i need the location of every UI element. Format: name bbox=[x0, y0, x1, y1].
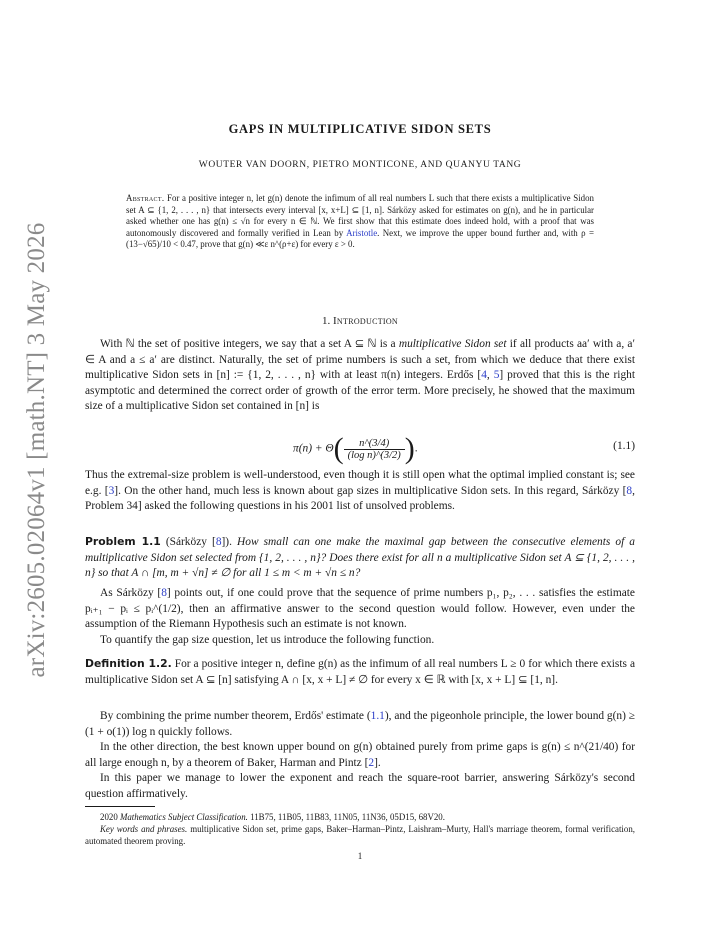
p2-text-2: ]. On the other hand, much less is known about gap sizes in multiplicative Sidon sets. In this regard, Sárközy [ bbox=[114, 484, 627, 497]
p3-text-2: ] points out, if one could prove that the sequence of prime numbers p₁, p₂, . . . satisfies the estimate pᵢ₊₁ − pᵢ ≤ pᵢ^(1/2), then an affirmative answer to the second question would follow. However, even under the assumption of the Riemann Hypothesis such an estimate is not known. bbox=[85, 587, 635, 630]
msc-footnote bbox=[85, 811, 635, 823]
paragraph-4: To quantify the gap size question, let us introduce the following function. bbox=[100, 633, 435, 646]
msc-label: Mathematics Subject Classification. bbox=[119, 812, 248, 822]
definition-label: Definition 1.2. bbox=[85, 657, 172, 670]
equation-denominator: (log n)^(3/2) bbox=[347, 449, 401, 461]
paper-authors: WOUTER VAN DOORN, PIETRO MONTICONE, AND QUANYU TANG bbox=[198, 160, 522, 170]
keywords-label: Key words and phrases. bbox=[100, 824, 188, 834]
definition-text: For a positive integer n, define g(n) as the infimum of all real numbers L ≥ 0 for which there exists a multiplicative Sidon set A ⊆ [n] satisfying A ∩ [x, x + L] ≠ ∅ for every x ∈ ℝ with [x, x + L] ⊆ [1, n]. bbox=[85, 658, 635, 686]
intro-text-3: ] proved that this is the right asymptotic and determined the correct order of growth of the error term. More precisely, he showed that the maximum size of a multiplicative Sidon set contained in [n] is bbox=[85, 369, 636, 412]
problem-1-1 bbox=[85, 534, 635, 582]
section-heading bbox=[0, 315, 720, 327]
equation-formula bbox=[293, 432, 418, 466]
equation-number: (1.1) bbox=[613, 440, 635, 452]
aristotle-link[interactable]: Aristotle bbox=[346, 227, 378, 238]
abstract bbox=[126, 193, 594, 251]
abstract-text-2: . Next, we improve the upper bound further and, with ρ = (13−√65)/10 < 0.47, prove that g(n) ≪ε n^(ρ+ε) for every ε > 0. bbox=[126, 227, 594, 250]
keywords-text: multiplicative Sidon set, prime gaps, Baker–Harman–Pintz, Laishram–Murty, Hall's marriage theorem, formal verification, automated theorem proving. bbox=[85, 824, 635, 846]
section-number: 1. bbox=[321, 315, 331, 327]
citation-link-8[interactable]: 8 bbox=[626, 484, 633, 497]
equation-open-paren: ( bbox=[333, 432, 344, 465]
equation-lhs: π(n) + Θ bbox=[293, 442, 334, 455]
intro-emphasis: multiplicative Sidon set bbox=[398, 338, 507, 350]
msc-prefix: 2020 bbox=[100, 812, 120, 822]
paragraph-2 bbox=[85, 468, 635, 515]
citation-link-4[interactable]: 4 bbox=[481, 369, 487, 381]
abstract-text-1: For a positive integer n, let g(n) denote the infimum of all real numbers L such that there exists a multiplicative Sidon set A ⊆ {1, 2, . . . , n} that intersects every interval [x, x+L] ⊆ [1, n]. Sárközy asked for estimates on g(n), and he in particular asked whether one has g(n) ≤ √n for every n ∈ ℕ. We first show that this estimate does indeed hold, with a proof that was autonomously discovered and formally verified in Lean by bbox=[126, 193, 594, 238]
problem-attribution-1: (Sárközy [ bbox=[160, 536, 216, 548]
p2-text-3: , Problem 34] asked the following questions in his 2001 list of unsolved problems. bbox=[85, 484, 635, 512]
problem-attribution-2: ]). bbox=[221, 536, 232, 548]
paper-title: GAPS IN MULTIPLICATIVE SIDON SETS bbox=[228, 122, 492, 136]
section-title: Introduction bbox=[332, 315, 399, 327]
msc-codes: 11B75, 11B05, 11B83, 11N05, 11N36, 05D15, 68V20. bbox=[247, 812, 445, 822]
equation-fraction bbox=[344, 438, 405, 461]
paragraph-5-7 bbox=[85, 709, 635, 802]
intro-text-1: With ℕ the set of positive integers, we say that a set A ⊆ ℕ is a bbox=[100, 338, 399, 350]
paragraph-7: In this paper we manage to lower the exponent and reach the square-root barrier, answering Sárközy's second question affirmatively. bbox=[85, 772, 635, 800]
page-number: 1 bbox=[357, 851, 363, 861]
p5-text-1: By combining the prime number theorem, Erdős' estimate ( bbox=[100, 710, 371, 722]
intro-text-2: if all products aa′ with a, a′ ∈ A and a ≤ a′ are distinct. Naturally, the set of prime numbers is such a set, from which we deduce that there exist multiplicative Sidon sets in [n] := {1, 2, . . . , n} with at least π(n) integers. Erdős [ bbox=[85, 338, 635, 381]
equation-1-1 bbox=[85, 426, 635, 466]
p6-text-2: ]. bbox=[374, 756, 381, 769]
footnotes bbox=[85, 811, 635, 847]
p3-citation-link-8[interactable]: 8 bbox=[161, 587, 167, 599]
arxiv-stamp-text: arXiv:2605.02064v1 [math.NT] 3 May 2026 bbox=[23, 222, 50, 678]
citation-link-3[interactable]: 3 bbox=[108, 484, 115, 497]
intro-paragraph bbox=[85, 337, 635, 415]
problem-text: How small can one make the maximal gap between the consecutive elements of a multiplicative Sidon set selected from {1, 2, . . . , n}? Does there exist for all n a multiplicative Sidon set A ⊆ {1, 2, . . . , n} so that A ∩ [m, m + √n] ≠ ∅ for all 1 ≤ m < m + √n ≤ n? bbox=[85, 536, 635, 579]
definition-1-2 bbox=[85, 656, 635, 688]
equation-close-paren: ) bbox=[404, 432, 415, 465]
footnote-rule bbox=[85, 806, 155, 807]
p6-text-1: In the other direction, the best known upper bound on g(n) obtained purely from prime gaps is g(n) ≤ n^(21/40) for all large enough n, by a theorem of Baker, Harman and Pintz [ bbox=[85, 741, 635, 769]
citation-separator: , bbox=[486, 369, 494, 381]
paragraph-3 bbox=[85, 586, 635, 648]
problem-label: Problem 1.1 bbox=[85, 535, 161, 548]
abstract-heading: Abstract. bbox=[126, 193, 165, 203]
keywords-footnote bbox=[85, 823, 635, 847]
equation-numerator: n^(3/4) bbox=[344, 438, 405, 450]
p3-text-1: As Sárközy [ bbox=[100, 587, 162, 599]
citation-link-2[interactable]: 2 bbox=[368, 756, 375, 769]
equation-tail: . bbox=[414, 442, 418, 455]
problem-citation-link-8[interactable]: 8 bbox=[215, 536, 222, 548]
citation-link-5[interactable]: 5 bbox=[493, 369, 500, 381]
equation-ref-link[interactable]: 1.1 bbox=[370, 710, 385, 722]
p5-text-2: ), and the pigeonhole principle, the lower bound g(n) ≥ (1 + o(1)) log n quickly follows. bbox=[85, 710, 636, 738]
p2-text-1: Thus the extremal-size problem is well-understood, even though it is still open what the optimal implied constant is; see e.g. [ bbox=[85, 469, 635, 497]
